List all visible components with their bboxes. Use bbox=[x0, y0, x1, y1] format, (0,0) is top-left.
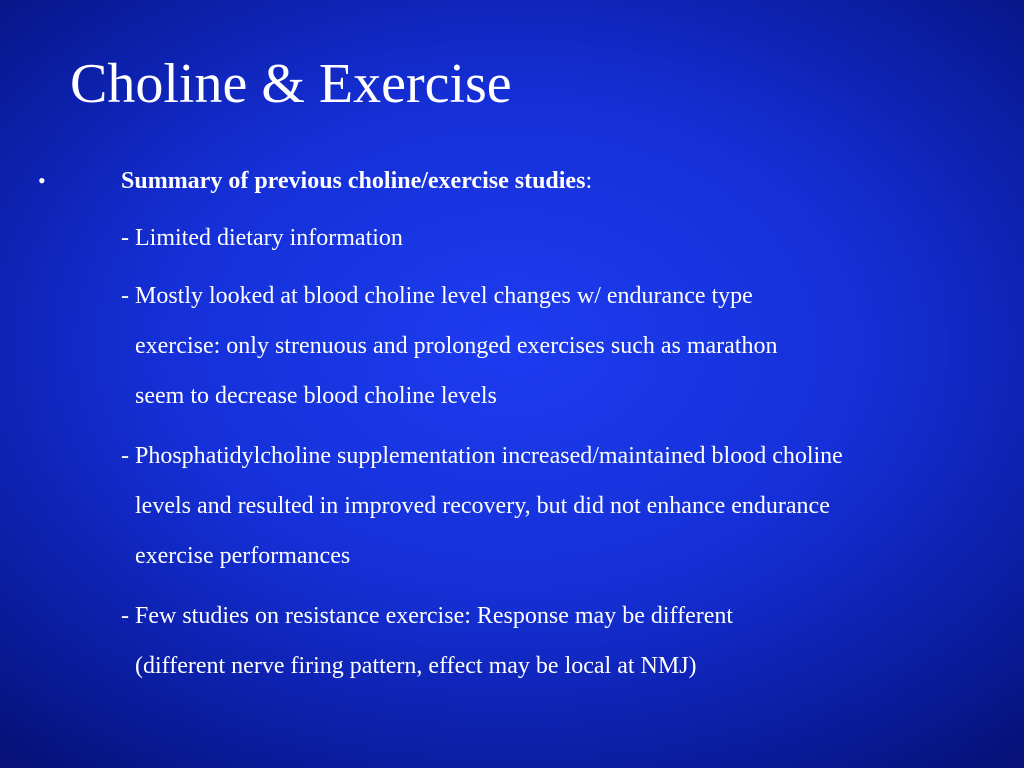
bullet-summary bbox=[0, 164, 1024, 198]
list-item-phosphatidylcholine bbox=[121, 431, 843, 581]
list-item-line: levels and resulted in improved recovery, but did not enhance endurance bbox=[135, 493, 830, 519]
slide-title: Choline & Exercise bbox=[70, 53, 512, 115]
list-item-line: exercise performances bbox=[135, 543, 351, 569]
list-item-blood-choline bbox=[121, 271, 777, 421]
list-item-line: - Limited dietary information bbox=[121, 225, 403, 251]
bullet-heading-bold: Summary of previous choline/exercise studies bbox=[121, 168, 586, 194]
bullet-heading-colon: : bbox=[585, 168, 593, 194]
list-item-dietary bbox=[121, 213, 403, 263]
list-item-line: exercise: only strenuous and prolonged exercises such as marathon bbox=[135, 333, 778, 359]
list-item-resistance-exercise bbox=[121, 591, 733, 691]
list-item-line: - Few studies on resistance exercise: Response may be different bbox=[121, 603, 734, 629]
list-item-line: - Phosphatidylcholine supplementation increased/maintained blood choline bbox=[121, 443, 843, 469]
list-item-line: (different nerve firing pattern, effect may be local at NMJ) bbox=[135, 653, 697, 679]
bullet-heading bbox=[121, 164, 592, 198]
list-item-line: - Mostly looked at blood choline level changes w/ endurance type bbox=[121, 283, 753, 309]
list-item-line: seem to decrease blood choline levels bbox=[135, 383, 497, 409]
bullet-marker: • bbox=[38, 168, 46, 193]
